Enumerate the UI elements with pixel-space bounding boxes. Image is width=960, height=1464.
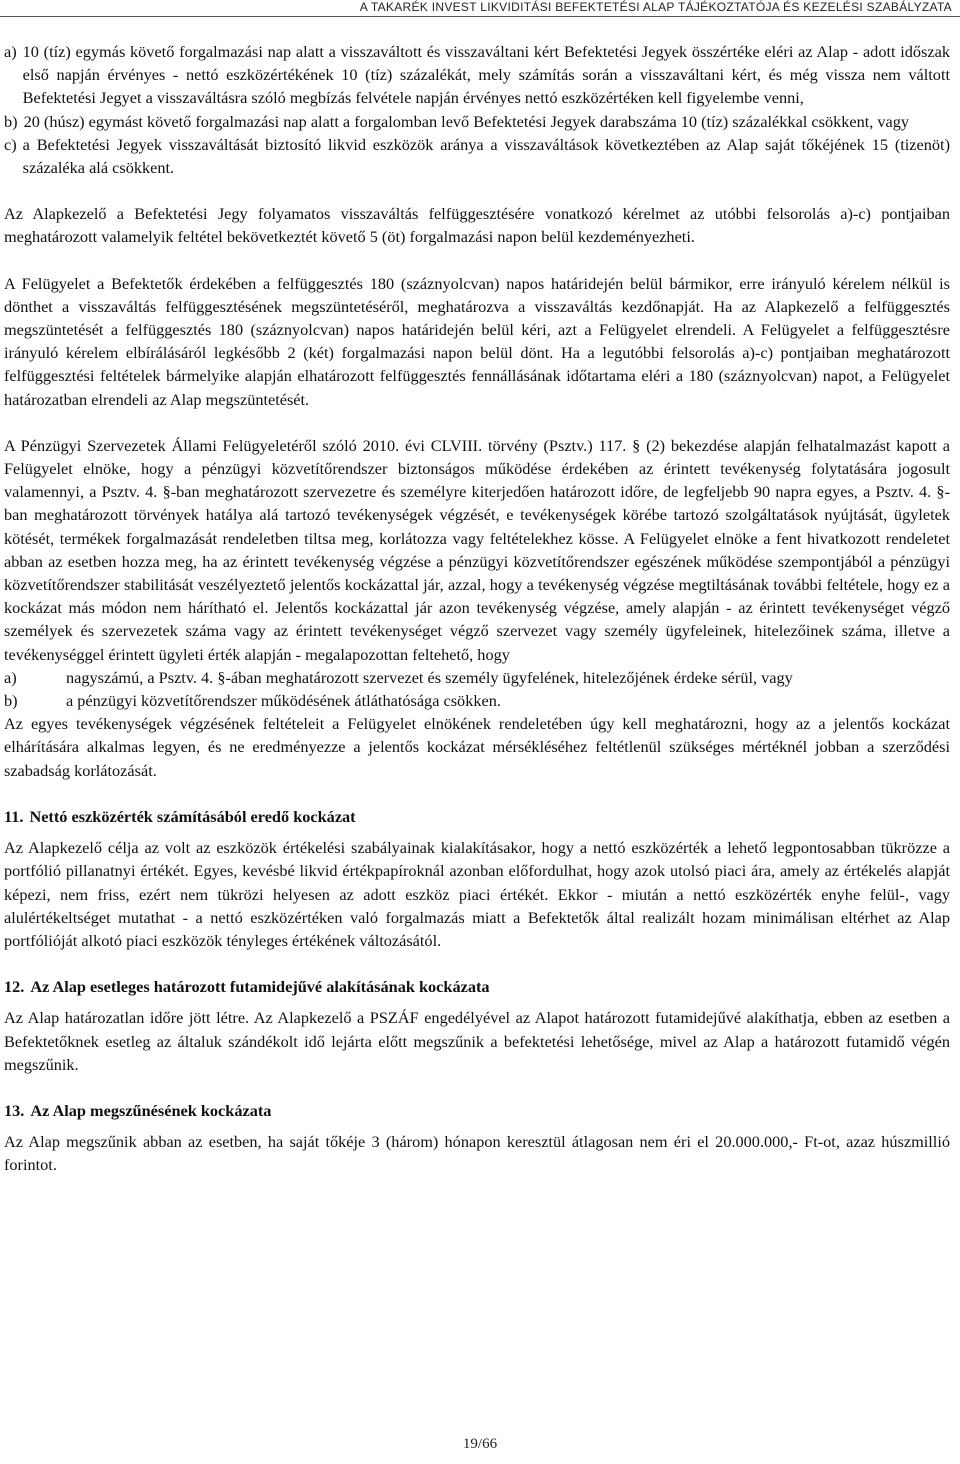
paragraph-psztv-authority: A Pénzügyi Szervezetek Állami Felügyeletéről szóló 2010. évi CLVIII. törvény (Psztv.) 117. § (2) bekezdése alapján felhatalmazást kapott a Felügyelet elnöke, hogy a pénzügyi közvetítőrendszer biztonságos működése érdekében az érintett tevékenység folytatására jogosult valamennyi, a Psztv. 4. §-ban meghatározott szervezetre és személyre kiterjedően határozott időre, de legfeljebb 90 napra egyes, a Psztv. 4. §-ban meghatározott törvények hatálya alá tartozó tevékenységek végzését, e tevékenységek körébe tartozó szolgáltatások nyújtását, ügyletek kötését, termékek forgalmazását rendeletben tiltsa meg, korlátozza vagy feltételekhez kösse. A Felügyelet elnöke a fent hivatkozott rendeletet abban az esetben hozza meg, ha az érintett tevékenység végzése a pénzügyi közvetítőrendszer egészének működése szempontjából a pénzügyi közvetítőrendszer stabilitását veszélyeztető jelentős kockázattal jár, azzal, hogy a tevékenység végzése megtiltásának további feltétele, hogy ez a kockázat más módon nem hárítható el. Jelentős kockázattal jár azon tevékenység végzése, amely alapján - az érintett tevékenységet végző személyek és szervezetek száma vagy az érintett tevékenységet végző szervezet vagy személy ügyfeleinek, hitelezőinek száma, illetve a tevékenységgel érintett ügyleti érték alapján - megalapozottan feltehető, hogy (4, 435, 950, 664)
section-12 (4, 975, 950, 1076)
list-item-label: b) (4, 691, 18, 711)
page-number: 19/66 (462, 1436, 498, 1452)
section-number: 11. (4, 806, 24, 826)
section-number: 12. (4, 977, 25, 997)
list-item (4, 666, 950, 689)
list-item-label: a) (4, 42, 17, 61)
list-item-label: c) (4, 134, 17, 154)
list-item-text: 20 (húsz) egymást követő forgalmazási nap alatt a forgalomban levő Befektetési Jegyek darabszáma 10 (tíz) százalékkal csökkent, vagy (23, 111, 910, 131)
section-body: Az Alapkezelő célja az volt az eszközök értékelési szabályainak kialakításakor, hogy a nettó eszközérték a lehető legpontosabban tükrözze a portfólió pillanatnyi értékét. Egyes, kevésbé likvid értékpapíroknál azonban előfordulhat, hogy azok utolsó piaci ára, amely az értékelés alapját képezi, nem friss, ezért nem tükrözi helyesen az adott eszköz piaci értékét. Ekkor - miután a nettó eszközérték enyhe felül-, vagy alulértékeltséget mutathat - a nettó eszközértéken való forgalmazás miatt a Befektetők által realizált hozam minimálisan eltérhet az Alap portfólióját alkotó piaci eszközök tényleges értékének változásától. (4, 838, 950, 950)
section-title: Az Alap megszűnésének kockázata (30, 1100, 272, 1120)
list-item-label: b) (4, 111, 18, 131)
header-divider (0, 16, 960, 17)
risk-conditions-list (4, 666, 950, 712)
section-heading (4, 805, 950, 828)
section-body: Az Alap megszűnik abban az esetben, ha saját tőkéje 3 (három) hónapon keresztül átlagosan nem éri el 20.000.000,- Ft-ot, azaz húszmillió forintot. (4, 1132, 950, 1175)
list-item (4, 133, 950, 179)
list-item-text: a Befektetési Jegyek visszaváltását biztosító likvid eszközök aránya a visszaváltások következtében az Alap saját tőkéjének 15 (tizenöt) százaléka alá csökkent. (22, 134, 950, 178)
section-13 (4, 1099, 950, 1177)
list-item (4, 110, 950, 133)
paragraph-supervisor-decision: A Felügyelet a Befektetők érdekében a felfüggesztés 180 (száznyolcvan) napos határidején belül bármikor, erre irányuló kérelem nélkül is dönthet a visszaváltás felfüggesztésének megszüntetéséről, meghatározva a visszaváltás kezdőnapját. Ha az Alapkezelő a felfüggesztés megszüntetését a felfüggesztés 180 (száznyolcvan) napos határidején belül kéri, azt a Felügyelet elrendeli. A Felügyelet a felfüggesztésre irányuló kérelem elbírálásáról legkésőbb 2 (két) forgalmazási napon belül dönt. Ha a legutóbbi felsorolás a)-c) pontjaiban meghatározott felfüggesztési feltételek bármelyike alapján elhatározott felfüggesztés fennállásának időtartama eléri a 180 (száznyolcvan) napot, a Felügyelet határozatban elrendeli az Alap megszüntetését. (4, 273, 950, 409)
paragraph-suspension-request: Az Alapkezelő a Befektetési Jegy folyamatos visszaváltás felfüggesztésére vonatkozó kérelmet az utóbbi felsorolás a)-c) pontjaiban meghatározott valamelyik feltétel bekövetkeztét követő 5 (öt) forgalmazási napon belül kezdeményezheti. (4, 204, 950, 247)
running-header: A TAKARÉK INVEST LIKVIDITÁSI BEFEKTETÉSI ALAP TÁJÉKOZTATÓJA ÉS KEZELÉSI SZABÁLYZATA (359, 0, 952, 14)
list-item (4, 40, 950, 110)
list-item-text: 10 (tíz) egymás követő forgalmazási nap alatt a visszaváltott és visszaváltani kért Befektetési Jegyek összértéke eléri az Alap - adott időszak első napján érvényes - nettó eszközértékének 10 (tíz) százalékát, mely számítás során a visszaváltani kért, és még vissza nem váltott Befektetési Jegyet a visszaváltásra szóló megbízás felvétele napján érvényes nettó eszközértéken kell figyelembe venni, (22, 42, 950, 108)
list-item-text: nagyszámú, a Psztv. 4. §-ában meghatározott szervezet és személy ügyfelének, hitelezőjének érdeke sérül, vagy (66, 667, 793, 687)
section-heading (4, 1099, 950, 1122)
list-item (4, 689, 950, 712)
paragraph-conditions-definition: Az egyes tevékenységek végzésének feltételeit a Felügyelet elnökének rendeletében úgy kell meghatározni, hogy az a jelentős kockázat elhárítására alkalmas legyen, és ne eredményezze a jelentős kockázat mérsékléséhez feltétlenül szükséges mértéknél jobban a szerződési szabadság korlátozását. (4, 714, 950, 780)
section-number: 13. (4, 1100, 25, 1120)
page-content (4, 40, 950, 1177)
section-11 (4, 805, 950, 952)
section-heading (4, 975, 950, 998)
section-title: Nettó eszközérték számításából eredő kockázat (29, 806, 356, 826)
list-item-label: a) (4, 667, 17, 687)
section-body: Az Alap határozatlan időre jött létre. Az Alapkezelő a PSZÁF engedélyével az Alapot határozott futamidejűvé alakíthatja, ebben az esetben a Befektetőknek esetleg az általuk szándékolt idő lejárta előtt megszűnik a befektetési lehetősége, mivel az Alap a határozott futamidő végén megszűnik. (4, 1008, 950, 1074)
section-title: Az Alap esetleges határozott futamidejűvé alakításának kockázata (30, 977, 490, 997)
suspension-conditions-list (4, 40, 950, 179)
list-item-text: a pénzügyi közvetítőrendszer működésének átláthatósága csökken. (66, 691, 501, 711)
